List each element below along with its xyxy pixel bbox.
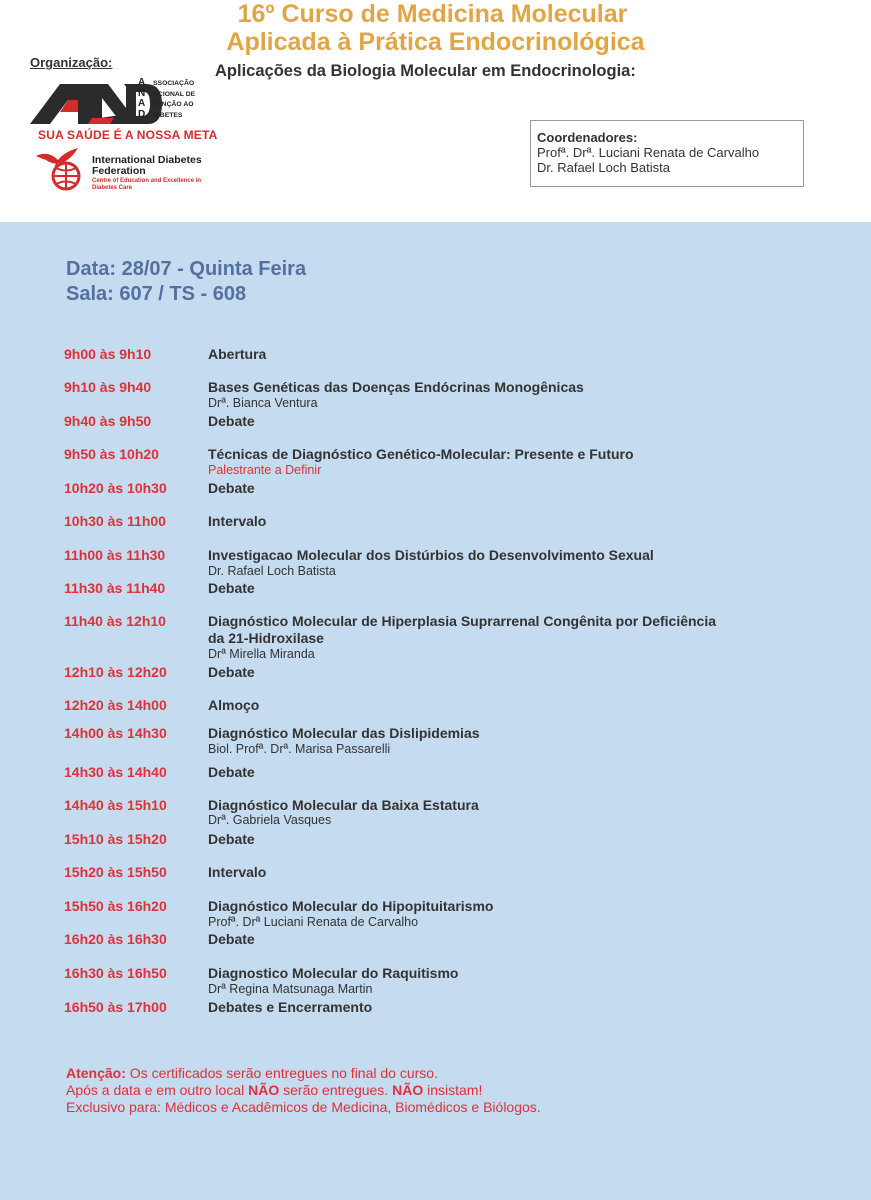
course-title-line1: 16º Curso de Medicina Molecular <box>237 0 628 28</box>
schedule-topic: Diagnóstico Molecular do Hipopituitarismo <box>208 898 494 914</box>
schedule-time: 16h50 às 17h00 <box>64 999 167 1015</box>
idf-tagline: Centre of Education and Excellence in Diabetes Care <box>92 178 202 191</box>
schedule-topic: Intervalo <box>208 513 267 529</box>
schedule-time: 9h40 às 9h50 <box>64 413 152 429</box>
anad-letters: A N A D <box>138 77 146 120</box>
session-room: Sala: 607 / TS - 608 <box>66 283 247 305</box>
schedule-time: 14h40 às 15h10 <box>64 797 167 813</box>
schedule-time: 9h00 às 9h10 <box>64 346 152 362</box>
schedule-topic: Técnicas de Diagnóstico Genético-Molecular: Presente e Futuro <box>208 446 634 462</box>
schedule-time: 9h50 às 10h20 <box>64 446 159 462</box>
schedule-time: 16h30 às 16h50 <box>64 965 167 981</box>
schedule-time: 11h30 às 11h40 <box>64 580 166 596</box>
anad-association-text: SSOCIAÇÃO ACIONAL DE TENÇÃO AO IABETES <box>153 80 196 119</box>
schedule-time: 9h10 às 9h40 <box>64 379 152 395</box>
schedule-time: 11h40 às 12h10 <box>64 613 166 629</box>
course-subtitle: Aplicações da Biologia Molecular em Endocrinologia: <box>215 62 636 80</box>
schedule-speaker: Drª Regina Matsunaga Martin <box>208 982 373 996</box>
notice-line-3: Exclusivo para: Médicos e Acadêmicos de Medicina, Biomédicos e Biólogos. <box>66 1099 541 1115</box>
schedule-topic: Diagnóstico Molecular de Hiperplasia Suprarrenal Congênita por Deficiência <box>208 613 717 629</box>
schedule-speaker: Biol. Profª. Drª. Marisa Passarelli <box>208 742 391 756</box>
schedule-topic: Bases Genéticas das Doenças Endócrinas Monogênicas <box>208 379 584 395</box>
schedule-time: 15h50 às 16h20 <box>64 898 167 914</box>
schedule-topic: Intervalo <box>208 864 267 880</box>
course-title-line2: Aplicada à Prática Endocrinológica <box>226 28 645 56</box>
schedule-topic: Debate <box>208 931 255 947</box>
schedule-topic: Investigacao Molecular dos Distúrbios do Desenvolvimento Sexual <box>208 547 654 563</box>
schedule-topic: Abertura <box>208 346 267 362</box>
schedule-speaker: Drª Mirella Miranda <box>208 647 315 661</box>
schedule-topic: Diagnóstico Molecular das Dislipidemias <box>208 725 480 741</box>
schedule-topic: Diagnóstico Molecular da Baixa Estatura <box>208 797 479 813</box>
idf-globe-icon <box>34 146 89 192</box>
schedule-speaker: Drª. Bianca Ventura <box>208 396 318 410</box>
schedule-topic: Debate <box>208 580 255 596</box>
schedule-topic: Debate <box>208 480 255 496</box>
notice-line-1: Atenção: Os certificados serão entregues no final do curso. <box>66 1065 438 1081</box>
schedule-time: 16h20 às 16h30 <box>64 931 167 947</box>
schedule-topic: Debates e Encerramento <box>208 999 373 1015</box>
schedule-topic: Debate <box>208 664 255 680</box>
coordinators-box <box>530 120 804 187</box>
schedule-time: 10h20 às 10h30 <box>64 480 167 496</box>
schedule-speaker: Dr. Rafael Loch Batista <box>208 564 336 578</box>
notice-line-2: Após a data e em outro local NÃO serão entregues. NÃO insistam! <box>66 1082 483 1098</box>
coordinator-name: Dr. Rafael Loch Batista <box>537 160 670 175</box>
schedule-time: 12h10 às 12h20 <box>64 664 167 680</box>
schedule-topic: Debate <box>208 413 255 429</box>
schedule-time: 15h20 às 15h50 <box>64 864 167 880</box>
schedule-topic-continued: da 21-Hidroxilase <box>208 630 324 646</box>
schedule-time: 14h00 às 14h30 <box>64 725 167 741</box>
schedule-speaker: Profª. Drª Luciani Renata de Carvalho <box>208 915 419 929</box>
session-date: Data: 28/07 - Quinta Feira <box>66 258 307 280</box>
schedule-topic: Debate <box>208 764 255 780</box>
schedule-time: 15h10 às 15h20 <box>64 831 167 847</box>
schedule-time: 14h30 às 14h40 <box>64 764 167 780</box>
idf-name: International Diabetes Federation <box>92 154 202 177</box>
schedule-speaker: Drª. Gabriela Vasques <box>208 813 332 827</box>
schedule-time: 10h30 às 11h00 <box>64 513 166 529</box>
schedule-topic: Debate <box>208 831 255 847</box>
coordinators-label: Coordenadores: <box>537 130 638 145</box>
header <box>0 0 871 222</box>
schedule-time: 11h00 às 11h30 <box>64 547 166 563</box>
schedule-speaker: Palestrante a Definir <box>208 463 322 477</box>
anad-slogan: SUA SAÚDE É A NOSSA META <box>38 128 218 142</box>
attention-label: Atenção: <box>66 1065 126 1081</box>
schedule-topic: Almoço <box>208 697 260 713</box>
schedule-topic: Diagnostico Molecular do Raquitismo <box>208 965 459 981</box>
coordinator-name: Profª. Drª. Luciani Renata de Carvalho <box>537 145 760 160</box>
organization-label: Organização: <box>30 55 113 70</box>
schedule-time: 12h20 às 14h00 <box>64 697 167 713</box>
